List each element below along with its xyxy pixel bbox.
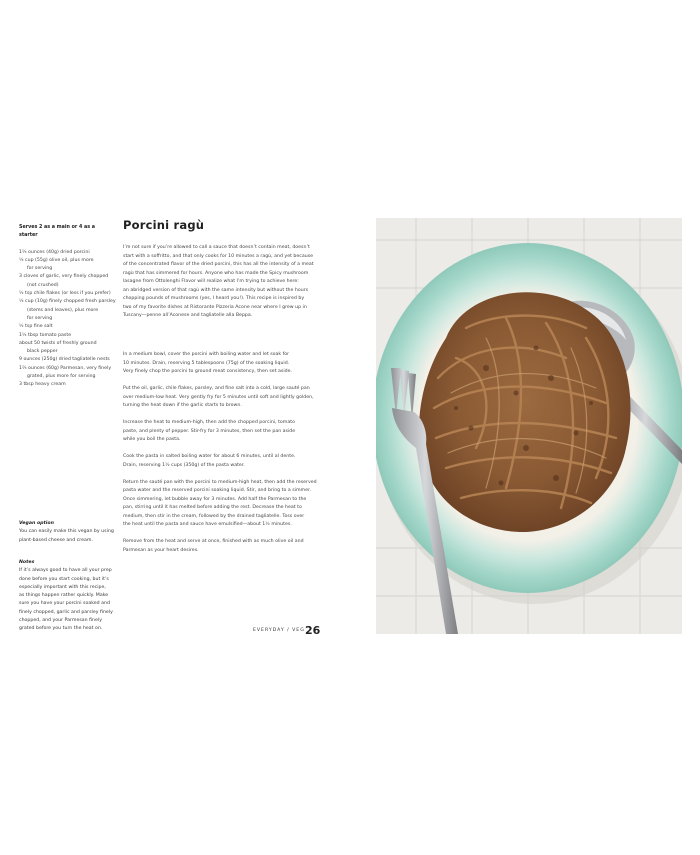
- ingredient-line: 3 cloves of garlic, very finely chopped: [19, 274, 109, 280]
- method-line: Remove from the heat and serve at once, finished with as much olive oil and: [123, 539, 304, 544]
- ingredient-line: 1⅔ ounces (40g) dried porcini: [19, 249, 90, 255]
- intro-line: Tuscany—penne all’Aconese and tagliatelle alla Beppa.: [123, 313, 253, 318]
- ingredient-line: for serving: [27, 266, 53, 272]
- method-line: medium, then stir in the cream, followed by the drained tagliatelle. Toss over: [123, 513, 305, 519]
- method-line: Increase the heat to medium-high, then add the chopped porcini, tomato: [123, 420, 295, 425]
- notes-line: chopped, and your Parmesan finely: [19, 618, 102, 624]
- method-line: the heat until the pasta and sauce have emulsified—about 1½ minutes.: [123, 522, 292, 527]
- ingredient-list: [19, 249, 116, 390]
- ingredient-line: ½ tsp fine salt: [19, 324, 53, 330]
- ingredient-line: ¼ cup (55g) olive oil, plus more: [19, 257, 94, 263]
- notes-line: done before you start cooking, but it’s: [19, 576, 109, 582]
- method-line: while you boil the pasta.: [123, 437, 181, 442]
- method-line: Parmesan as your heart desires.: [123, 547, 199, 553]
- method-step: [123, 453, 325, 470]
- page-number: 26: [305, 624, 321, 637]
- method-line: Drain, reserving 1½ cups (350g) of the pasta water.: [123, 462, 245, 468]
- method-line: In a medium bowl, cover the porcini with boiling water and let soak for: [123, 352, 290, 357]
- method-step: [123, 479, 325, 530]
- method-line: turning the heat down if the garlic starts to brown.: [123, 403, 242, 408]
- method-line: Put the oil, garlic, chile flakes, parsley, and fine salt into a cold, large sauté pan: [123, 386, 310, 391]
- ingredient-line: about 50 twists of freshly ground: [19, 340, 97, 346]
- notes-line: grated before you turn the heat on.: [19, 626, 103, 632]
- ingredient-line: black pepper: [27, 349, 58, 355]
- vegan-option: [19, 520, 115, 545]
- recipe-method: [123, 351, 325, 564]
- ingredient-line: (stems and leaves), plus more: [27, 307, 99, 313]
- ingredient-line: ½ tsp chile flakes (or less if you prefer): [19, 291, 111, 297]
- method-line: pan, stirring until it has melted before adding the rest. Decrease the heat to: [123, 505, 302, 510]
- ingredient-line: 1⅔ ounces (60g) Parmesan, very finely: [19, 365, 112, 371]
- intro-line: ragù that has simmered for hours. Anyone who has made the Spicy mushroom: [123, 270, 309, 276]
- vegan-line: plant-based cheese and cream.: [19, 537, 93, 543]
- intro-line: an abridged version of that ragù with the same intensity but without the hours: [123, 287, 309, 293]
- method-line: paste, and plenty of pepper. Stir-fry for 3 minutes, then set the pan aside: [123, 428, 296, 434]
- method-line: Once simmering, let bubble away for 3 minutes. Add half the Parmesan to the: [123, 496, 307, 502]
- method-line: pasta water and the reserved porcini soaking liquid. Stir, and bring to a simmer.: [123, 488, 311, 493]
- notes-line: finely chopped, garlic and parsley finely: [19, 609, 113, 615]
- method-step: [123, 385, 325, 411]
- notes: [19, 559, 115, 634]
- method-step: [123, 419, 325, 445]
- ingredient-line: ¼ cup (10g) finely chopped fresh parsley: [19, 299, 116, 305]
- recipe-title: Porcini ragù: [123, 218, 205, 232]
- intro-line: of the concentrated flavor of the dried porcini, this has all the intensity of a meat: [123, 262, 314, 267]
- notes-text: [19, 567, 115, 633]
- ingredient-line: 1½ tbsp tomato paste: [19, 332, 72, 338]
- method-line: Return the sauté pan with the porcini to medium-high heat, then add the reserved: [123, 479, 317, 485]
- pasta-photo: [376, 218, 682, 634]
- ingredient-line: (not crushed): [27, 282, 59, 288]
- method-line: 10 minutes. Drain, reserving 5 tablespoons (75g) of the soaking liquid.: [123, 360, 290, 366]
- method-line: Very finely chop the porcini to ground meat consistency, then set aside.: [123, 369, 292, 374]
- ingredient-line: grated, plus more for serving: [27, 374, 96, 380]
- ingredient-line: for serving: [27, 315, 53, 321]
- method-line: over medium-low heat. Very gently fry for 5 minutes until soft and lightly golden,: [123, 394, 314, 400]
- notes-line: as things happen rather quickly. Make: [19, 593, 109, 599]
- intro-line: two of my favorite dishes at Ristorante Pizzeria Acone near where I grew up in: [123, 304, 307, 310]
- notes-heading: Notes: [19, 560, 35, 565]
- method-line: Cook the pasta in salted boiling water for about 6 minutes, until al dente.: [123, 454, 296, 459]
- notes-line: sure you have your porcini soaked and: [19, 601, 110, 607]
- intro-line: lasagne from Ottolenghi Flavor will realize what I’m trying to achieve here:: [123, 279, 299, 284]
- recipe-intro: [123, 244, 325, 321]
- ingredient-line: 9 ounces (250g) dried tagliatelle nests: [19, 357, 110, 363]
- ingredient-line: 3 tbsp heavy cream: [19, 382, 66, 388]
- vegan-heading: Vegan option: [19, 521, 54, 526]
- serves-note: Serves 2 as a main or 4 as a starter: [19, 225, 95, 239]
- intro-line: chopping pounds of mushrooms (yes, I heard you!). This recipe is inspired by: [123, 296, 305, 301]
- intro-line: start with a soffritto, and that only cooks for 10 minutes a ragù, and yet because: [123, 253, 314, 259]
- intro-line: I’m not sure if you’re allowed to call a sauce that doesn’t contain meat, doesn’t: [123, 245, 310, 250]
- notes-line: especially important with this recipe,: [19, 584, 106, 590]
- ingredients-column: [19, 224, 116, 390]
- method-step: [123, 351, 325, 377]
- section-label: EVERYDAY / VEG: [253, 628, 305, 633]
- notes-line: If it’s always good to have all your prep: [19, 568, 112, 574]
- pasta-plate-illustration: [376, 218, 682, 634]
- vegan-line: You can easily make this vegan by using: [19, 529, 114, 535]
- method-step: [123, 538, 325, 555]
